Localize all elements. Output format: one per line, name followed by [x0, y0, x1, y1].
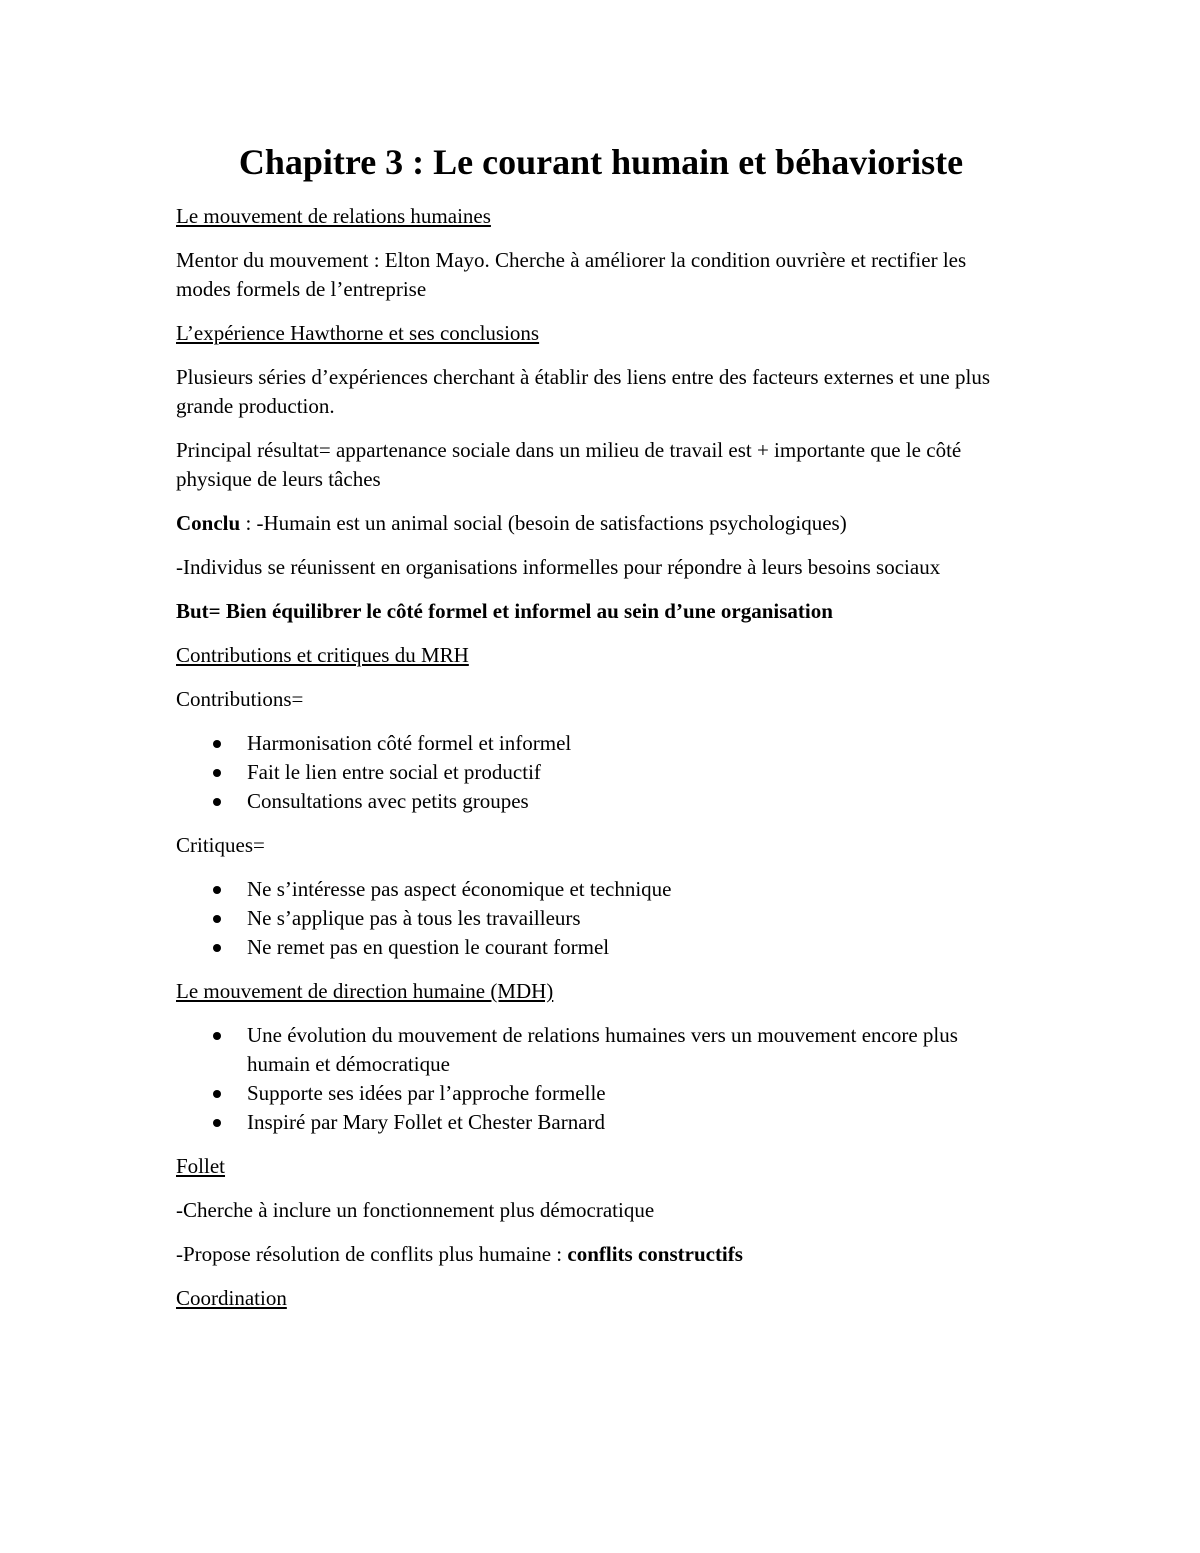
list-item [176, 729, 1026, 758]
section-heading-relations-humaines: Le mouvement de relations humaines [176, 204, 491, 228]
list-item-text: Ne s’applique pas à tous les travailleurs [247, 906, 581, 930]
bullet-icon [213, 915, 221, 923]
list-item-text: Harmonisation côté formel et informel [247, 731, 572, 755]
section-heading-coordination: Coordination [176, 1286, 287, 1310]
critiques-list [176, 875, 1026, 962]
paragraph-individus: -Individus se réunissent en organisations informelles pour répondre à leurs besoins sociaux [176, 555, 941, 579]
paragraph-experiences: Plusieurs séries d’expériences cherchant à établir des liens entre des facteurs externes et une plus grande production. [176, 365, 991, 418]
list-item [176, 1079, 1026, 1108]
list-item [176, 758, 1026, 787]
conclu-label: Conclu [176, 511, 241, 535]
list-item [176, 1108, 1026, 1137]
list-item [176, 787, 1026, 816]
section-heading-hawthorne: L’expérience Hawthorne et ses conclusions [176, 321, 540, 345]
list-item [176, 1021, 1026, 1079]
page-title: Chapitre 3 : Le courant humain et béhavioriste [238, 142, 964, 182]
bullet-icon [213, 1090, 221, 1098]
paragraph-conclu [176, 509, 1026, 538]
list-item [176, 875, 1026, 904]
conclu-text: : -Humain est un animal social (besoin de satisfactions psychologiques) [240, 511, 847, 535]
list-item-text: Une évolution du mouvement de relations humaines vers un mouvement encore plus humain et démocratique [247, 1023, 958, 1076]
paragraph-follet-democratique: -Cherche à inclure un fonctionnement plus démocratique [176, 1198, 655, 1222]
contributions-label: Contributions= [176, 687, 304, 711]
section-heading-follet: Follet [176, 1154, 226, 1178]
mdh-list [176, 1021, 1026, 1137]
list-item-text: Ne s’intéresse pas aspect économique et technique [247, 877, 672, 901]
list-item-text: Inspiré par Mary Follet et Chester Barnard [247, 1110, 606, 1134]
bullet-icon [213, 1119, 221, 1127]
list-item-text: Ne remet pas en question le courant formel [247, 935, 610, 959]
bullet-icon [213, 944, 221, 952]
bullet-icon [213, 1032, 221, 1040]
bullet-icon [213, 886, 221, 894]
list-item-text: Supporte ses idées par l’approche formelle [247, 1081, 606, 1105]
paragraph-resultat: Principal résultat= appartenance sociale dans un milieu de travail est + importante que le côté physique de leurs tâches [176, 438, 962, 491]
list-item [176, 904, 1026, 933]
section-heading-contributions-critiques: Contributions et critiques du MRH [176, 643, 469, 667]
bullet-icon [213, 740, 221, 748]
list-item-text: Fait le lien entre social et productif [247, 760, 541, 784]
list-item [176, 933, 1026, 962]
bullet-icon [213, 798, 221, 806]
conflits-bold: conflits constructifs [567, 1242, 743, 1266]
document-content [176, 138, 1026, 1328]
conflits-text: -Propose résolution de conflits plus humaine : [176, 1242, 568, 1266]
bullet-icon [213, 769, 221, 777]
paragraph-follet-conflits [176, 1240, 1026, 1269]
section-heading-direction-humaine: Le mouvement de direction humaine (MDH) [176, 979, 554, 1003]
critiques-label: Critiques= [176, 833, 265, 857]
list-item-text: Consultations avec petits groupes [247, 789, 529, 813]
contributions-list [176, 729, 1026, 816]
paragraph-but: But= Bien équilibrer le côté formel et informel au sein d’une organisation [176, 599, 833, 623]
paragraph-mentor: Mentor du mouvement : Elton Mayo. Cherche à améliorer la condition ouvrière et rectifier les modes formels de l’entreprise [176, 248, 967, 301]
